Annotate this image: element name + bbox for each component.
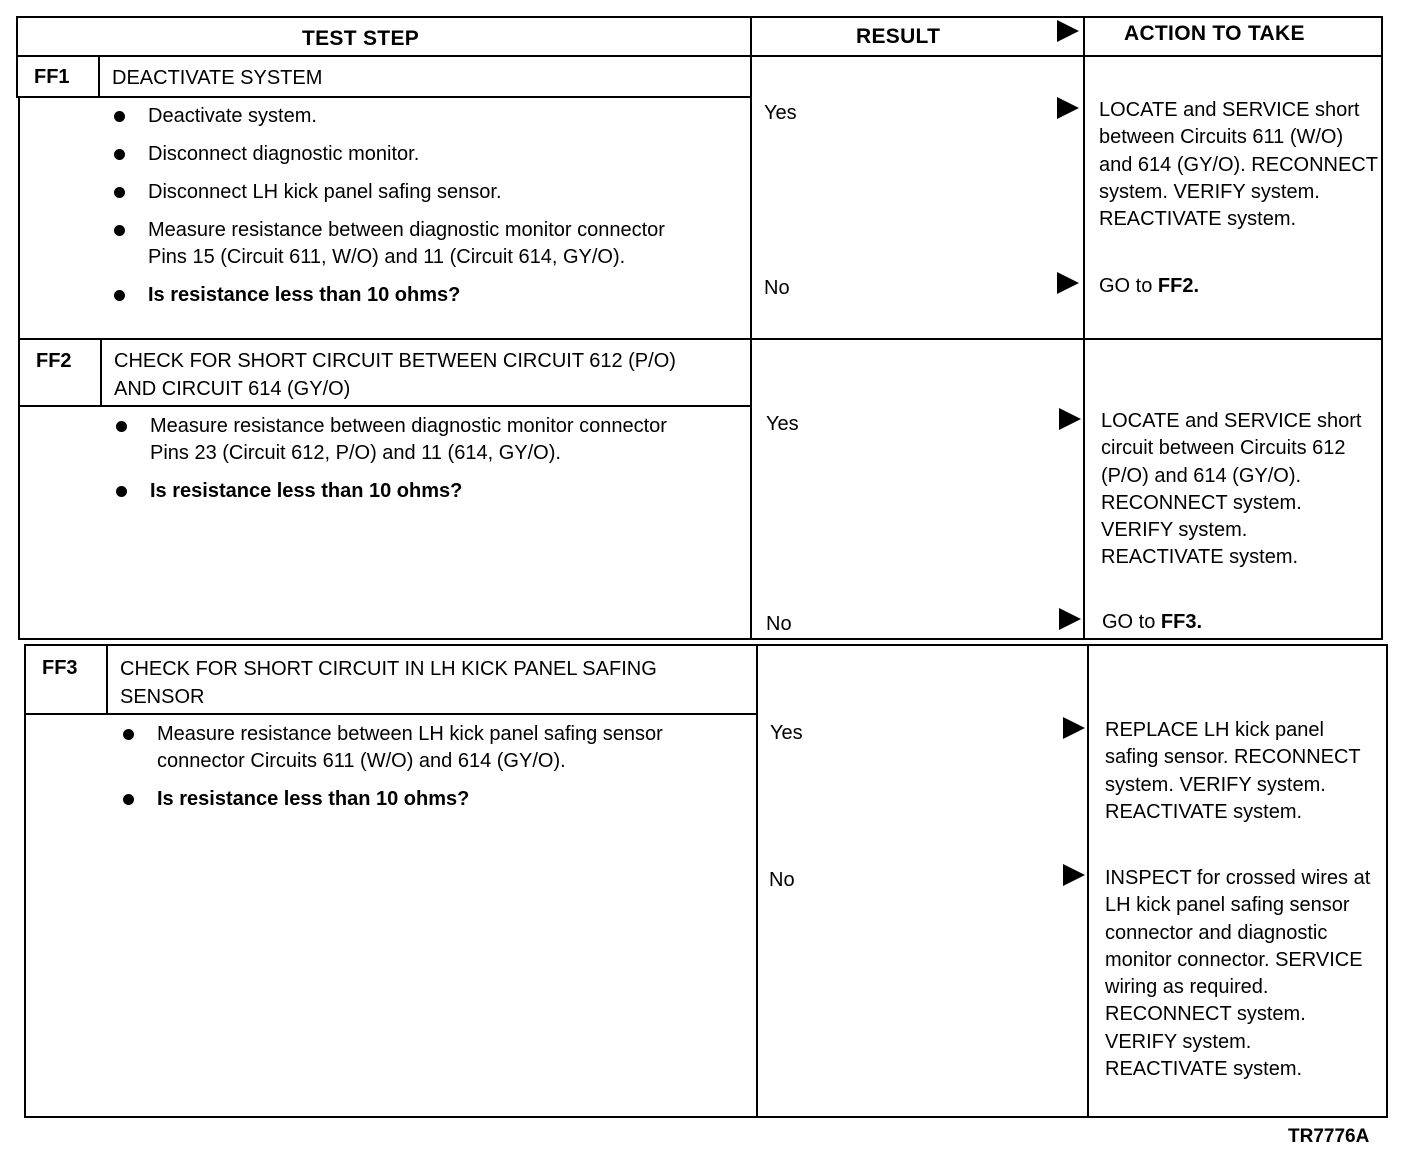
header-arrow-icon xyxy=(1057,20,1079,42)
ff3-no-label: No xyxy=(769,869,795,891)
ff2-left-border xyxy=(18,338,20,640)
ff2-bullet-list xyxy=(114,413,714,516)
ff2-question: Is resistance less than 10 ohms? xyxy=(114,478,714,505)
ff1-bullet: Deactivate system. xyxy=(112,103,712,130)
ff1-no-action-prefix: GO to xyxy=(1099,275,1158,297)
ff3-code-divider xyxy=(106,644,108,714)
ff3-no-arrow-icon xyxy=(1063,864,1085,886)
ff3-title: CHECK FOR SHORT CIRCUIT IN LH KICK PANEL SAFING SENSOR xyxy=(120,658,657,708)
header-action: ACTION TO TAKE xyxy=(1124,22,1305,45)
ff3-yes-arrow-icon xyxy=(1063,717,1085,739)
ff1-bullet: Measure resistance between diagnostic monitor connector Pins 15 (Circuit 611, W/O) and 11 (Circuit 614, GY/O). xyxy=(112,217,688,271)
ff2-no-label: No xyxy=(766,613,792,635)
ff1-title-bottom xyxy=(16,96,750,98)
ff1-title: DEACTIVATE SYSTEM xyxy=(112,67,323,89)
ff2-title: CHECK FOR SHORT CIRCUIT BETWEEN CIRCUIT 612 (P/O) AND CIRCUIT 614 (GY/O) xyxy=(114,350,676,400)
ff1-yes-action: LOCATE and SERVICE short between Circuits 611 (W/O) and 614 (GY/O). RECONNECT system. VERIFY system. REACTIVATE system. xyxy=(1099,99,1378,231)
ff2-no-action-target: FF3. xyxy=(1160,611,1203,633)
ff1-bullet: Disconnect LH kick panel safing sensor. xyxy=(112,179,712,206)
ff1-code: FF1 xyxy=(34,66,70,88)
ff1-question: Is resistance less than 10 ohms? xyxy=(112,282,712,309)
ff2-yes-action: LOCATE and SERVICE short circuit between Circuits 612 (P/O) and 614 (GY/O). RECONNECT system. VERIFY system. REACTIVATE system. xyxy=(1101,410,1362,569)
ff2-yes-arrow-icon xyxy=(1059,408,1081,430)
divider-step-result xyxy=(750,16,752,640)
header-result: RESULT xyxy=(856,25,941,48)
ff3-yes-action: REPLACE LH kick panel safing sensor. RECONNECT system. VERIFY system. REACTIVATE system. xyxy=(1105,719,1361,823)
header-bottom-border xyxy=(16,55,1382,57)
ff1-bullet-list xyxy=(112,103,712,320)
ff1-yes-arrow-icon xyxy=(1057,97,1079,119)
ff1-code-divider xyxy=(98,55,100,96)
ff1-left-border xyxy=(18,96,20,338)
ff2-no-arrow-icon xyxy=(1059,608,1081,630)
ff2-code-divider xyxy=(100,338,102,406)
table-top-border xyxy=(16,16,1382,18)
figure-id: TR7776A xyxy=(1288,1126,1370,1147)
ff2-bullet: Measure resistance between diagnostic monitor connector Pins 23 (Circuit 612, P/O) and 11 (614, GY/O). xyxy=(114,413,695,467)
ff3-right-border xyxy=(1386,644,1388,1118)
ff1-bottom-border xyxy=(18,338,1382,340)
ff3-yes-label: Yes xyxy=(770,722,803,744)
ff3-bullet: Measure resistance between LH kick panel safing sensor connector Circuits 611 (W/O) and 614 (GY/O). xyxy=(121,721,717,775)
divider-result-action xyxy=(1083,16,1085,640)
ff3-code: FF3 xyxy=(42,657,78,679)
table-left-border-top xyxy=(16,16,18,96)
ff1-bullet: Disconnect diagnostic monitor. xyxy=(112,141,712,168)
header-test-step: TEST STEP xyxy=(302,27,420,50)
ff3-title-bottom xyxy=(24,713,756,715)
ff1-no-action-target: FF2. xyxy=(1157,275,1200,297)
ff2-yes-label: Yes xyxy=(766,413,799,435)
ff2-code: FF2 xyxy=(36,350,72,372)
ff3-top-border xyxy=(24,644,1388,646)
ff3-divider-result-action xyxy=(1087,644,1089,1118)
ff3-left-border xyxy=(24,644,26,1118)
ff2-no-action-prefix: GO to xyxy=(1102,611,1161,633)
ff3-no-action: INSPECT for crossed wires at LH kick panel safing sensor connector and diagnostic monitor connector. SERVICE wiring as required. RECONNECT system. VERIFY system. REACTIVATE system. xyxy=(1105,867,1371,1081)
ff2-no-action xyxy=(1102,609,1382,636)
ff1-yes-label: Yes xyxy=(764,102,797,124)
ff1-no-action xyxy=(1099,273,1379,300)
ff2-title-bottom xyxy=(18,405,750,407)
ff3-bullet-list xyxy=(121,721,721,824)
ff3-question: Is resistance less than 10 ohms? xyxy=(121,786,721,813)
ff1-no-label: No xyxy=(764,277,790,299)
ff2-bottom-border xyxy=(18,638,1382,640)
ff3-divider-step-result xyxy=(756,644,758,1118)
ff1-no-arrow-icon xyxy=(1057,272,1079,294)
table-right-border xyxy=(1381,16,1383,640)
ff3-bottom-border xyxy=(24,1116,1388,1118)
